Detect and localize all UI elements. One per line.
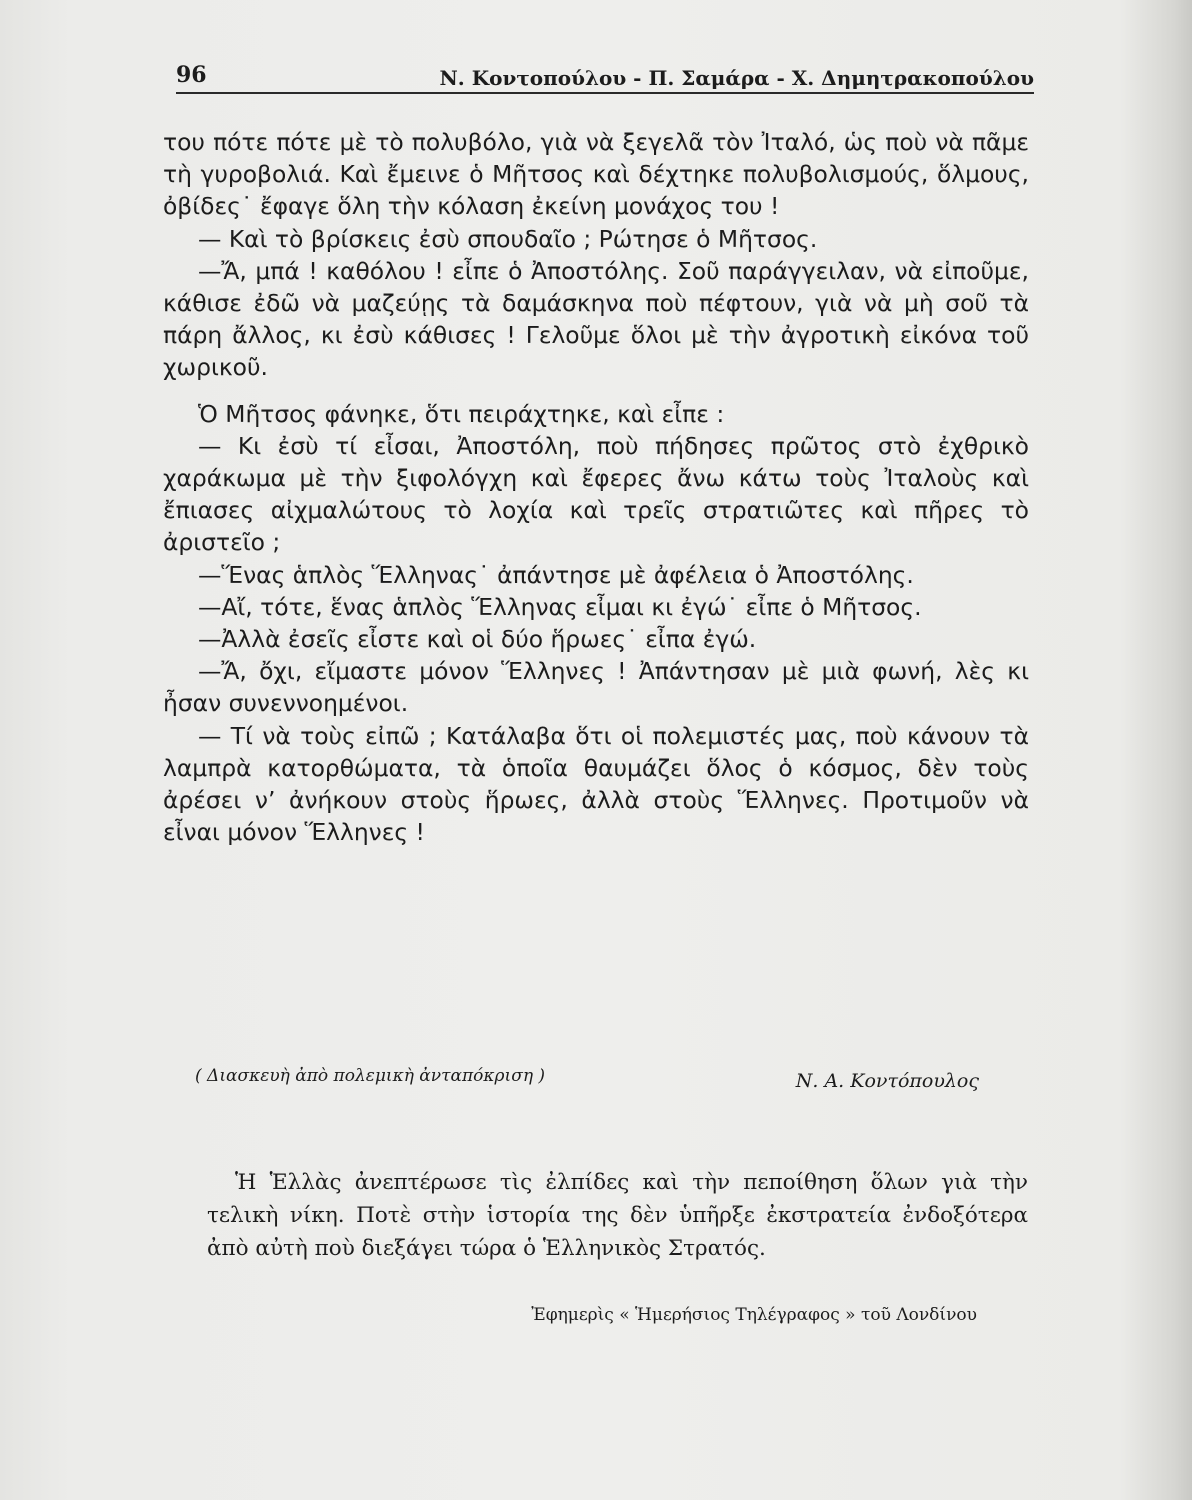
paragraph: — Καὶ τὸ βρίσκεις ἐσὺ σπουδαῖο ; Ρώτησε ὁ Μῆτσος.	[198, 224, 818, 253]
paragraph: —Ἀλλὰ ἐσεῖς εἶστε καὶ οἱ δύο ἥρωες˙ εἶπα ἐγώ.	[198, 625, 757, 654]
paragraph: Ὁ Μῆτσος φάνηκε, ὅτι πειράχτηκε, καὶ εἶπε :	[198, 399, 725, 428]
page-header	[176, 58, 1034, 94]
paragraph: — Κι ἐσὺ τί εἶσαι, Ἀποστόλη, ποὺ πήδησες πρῶτος στὸ ἐχθρικὸ χαράκωμα μὲ τὴν ξιφολόγχη καὶ ἔφερες ἄνω κάτω τοὺς Ἰταλοὺς καὶ ἔπιασες αἰχμαλώτους τὸ λοχία καὶ τρεῖς στρατιῶτες καὶ πῆρες τὸ ἀριστεῖο ;	[163, 431, 1029, 557]
paragraph: — Τί νὰ τοὺς εἰπῶ ; Κατάλαβα ὅτι οἱ πολεμιστές μας, ποὺ κάνουν τὰ λαμπρὰ κατορθώματα, τὰ ὁποῖα θαυμάζει ὅλος ὁ κόσμος, δὲν τοὺς ἀρέσει ν’ ἀνήκουν στοὺς ἥρωες, ἀλλὰ στοὺς Ἕλληνες. Προτιμοῦν νὰ εἶναι μόνον Ἕλληνες !	[163, 721, 1029, 847]
paragraph: —Ἄ, ὄχι, εἴμαστε μόνον Ἕλληνες ! Ἀπάντησαν μὲ μιὰ φωνή, λὲς κι ἦσαν συνεννοημένοι.	[163, 657, 1029, 718]
quote-attribution: Ἐφημερὶς « Ἡμερήσιος Τηλέγραφος » τοῦ Λονδίνου	[531, 1305, 977, 1325]
paragraph: του πότε πότε μὲ τὸ πολυβόλο, γιὰ νὰ ξεγελᾶ τὸν Ἰταλό, ὡς ποὺ νὰ πᾶμε τὴ γυροβολιά. Καὶ ἔμεινε ὁ Μῆτσος καὶ δέχτηκε πολυβολισμούς, ὅλμους, ὀβίδες˙ ἔφαγε ὅλη τὴν κόλαση ἐκείνη μονάχος του !	[163, 128, 1029, 221]
running-title: Ν. Κοντοπούλου - Π. Σαμάρα - Χ. Δημητρακοπούλου	[439, 66, 1034, 90]
paragraph: —Ἕνας ἁπλὸς Ἕλληνας˙ ἀπάντησε μὲ ἀφέλεια ὁ Ἀποστόλης.	[198, 560, 914, 589]
story-text	[163, 126, 1029, 848]
newspaper-quote: Ἡ Ἑλλὰς ἀνεπτέρωσε τὶς ἐλπίδες καὶ τὴν πεποίθηση ὅλων γιὰ τὴν τελικὴ νίκη. Ποτὲ στὴν ἱστορία της δὲν ὑπῆρξε ἐκστρατεία ἐνδοξότερα ἀπὸ αὐτὴ ποὺ διεξάγει τώρα ὁ Ἑλληνικὸς Στρατός.	[207, 1170, 1028, 1261]
source-note: ( Διασκευὴ ἀπὸ πολεμικὴ ἀνταπόκριση )	[195, 1066, 546, 1086]
page-number: 96	[176, 62, 207, 88]
paragraph: —Αἴ, τότε, ἕνας ἁπλὸς Ἕλληνας εἶμαι κι ἐγώ˙ εἶπε ὁ Μῆτσος.	[198, 592, 922, 621]
story-author: Ν. Α. Κοντόπουλος	[795, 1070, 979, 1092]
paragraph: —Ἄ, μπά ! καθόλου ! εἶπε ὁ Ἀποστόλης. Σοῦ παράγγειλαν, νὰ εἰποῦμε, κάθισε ἐδῶ νὰ μαζεύῃς τὰ δαμάσκηνα ποὺ πέφτουν, γιὰ νὰ μὴ σοῦ τὰ πάρη ἄλλος, κι ἐσὺ κάθισες ! Γελοῦμε ὅλοι μὲ τὴν ἀγροτικὴ εἰκόνα τοῦ χωρικοῦ.	[163, 256, 1029, 382]
